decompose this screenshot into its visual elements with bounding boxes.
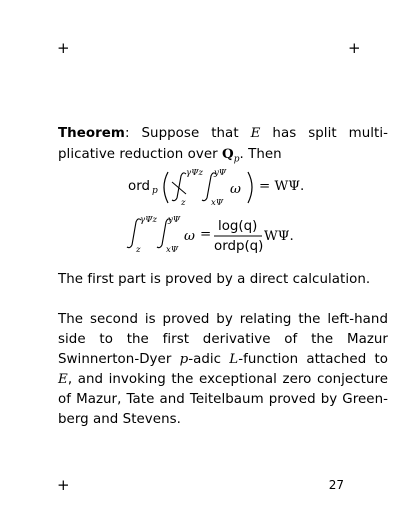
lower-limit-2: xΨ bbox=[211, 198, 224, 208]
paragraph-2 bbox=[58, 310, 388, 430]
ord-subscript: p bbox=[152, 186, 158, 196]
upper-limit: γΨz bbox=[140, 215, 158, 225]
lower-limit: z bbox=[181, 198, 186, 208]
math-p: p bbox=[179, 352, 189, 367]
theorem-text: . Then bbox=[239, 147, 282, 162]
theorem-label: Theorem bbox=[58, 126, 125, 141]
integral-sign bbox=[127, 219, 141, 248]
paragraph-1: The first part is proved by a direct calculation. bbox=[58, 272, 371, 287]
lower-limit: z bbox=[136, 245, 141, 255]
para-text: , and invoking the exceptional zero conjecture of Mazur, Tate and Teitelbaum proved by Green-berg and Stevens. bbox=[58, 372, 388, 427]
fraction-denominator: ordp(q) bbox=[214, 239, 264, 254]
page-number: 27 bbox=[328, 478, 344, 492]
theorem-text: : Suppose that bbox=[124, 126, 251, 141]
para-text: The second is proved by relating the left-hand side to the first derivative of the Mazur Swinnerton-Dyer bbox=[58, 312, 388, 367]
math-p-sub: p bbox=[233, 154, 240, 165]
math-L: L bbox=[229, 352, 239, 367]
upper-limit-2: yΨ bbox=[168, 215, 181, 225]
theorem-text: has split multi-plicative reduction over bbox=[58, 126, 388, 162]
ord-text: ord bbox=[128, 179, 150, 194]
eq2-rhs: WΨ. bbox=[264, 229, 294, 244]
lower-limit-2: xΨ bbox=[166, 245, 179, 255]
crop-mark-top-left: + bbox=[57, 39, 70, 57]
para-text: -adic bbox=[188, 352, 230, 367]
crop-mark-bottom-left: + bbox=[57, 476, 70, 494]
omega: ω bbox=[230, 182, 241, 197]
upper-limit: γΨz bbox=[186, 168, 204, 178]
eq1-rhs: = WΨ. bbox=[259, 179, 305, 194]
crop-mark-top-right: + bbox=[348, 39, 361, 57]
math-Q: Q bbox=[221, 146, 234, 162]
omega: ω bbox=[184, 229, 195, 244]
para-text: -function attached to bbox=[238, 352, 388, 367]
upper-limit-2: yΨ bbox=[214, 168, 227, 178]
equals-sign: = bbox=[200, 227, 212, 242]
math-E: E bbox=[58, 372, 68, 387]
math-E: E bbox=[250, 126, 261, 141]
fraction-numerator: log(q) bbox=[218, 219, 258, 234]
